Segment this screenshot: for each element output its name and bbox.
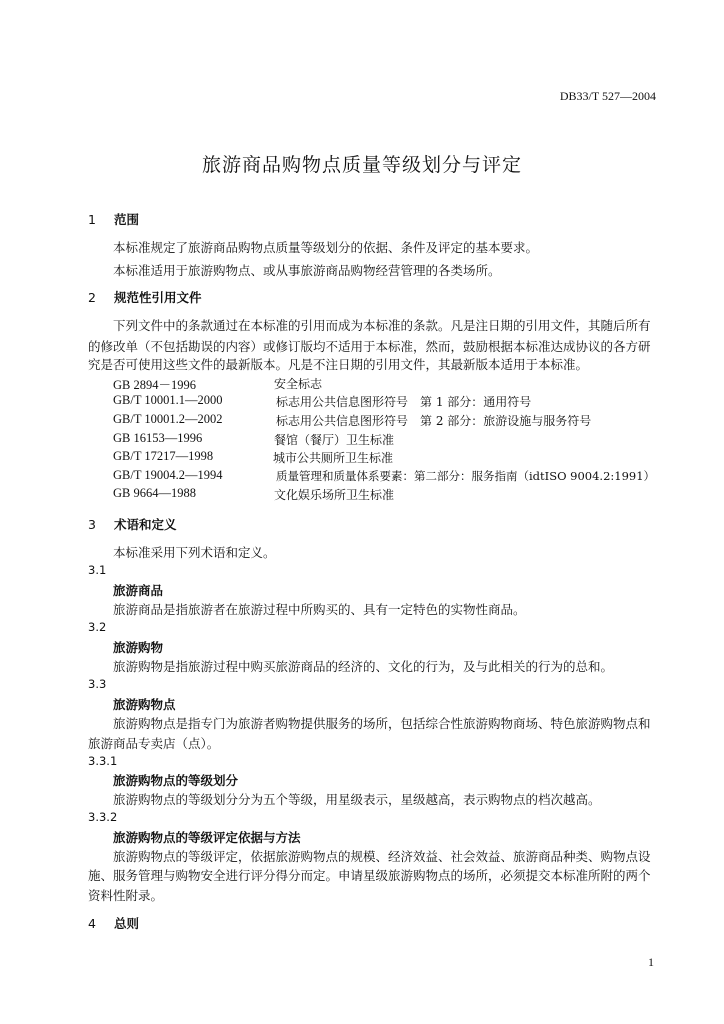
reference-code: GB 9664—1988 — [113, 486, 196, 500]
term-number: 3.2 — [88, 620, 107, 634]
paragraph-line: 的修改单（不包括勘误的内容）或修订版均不适用于本标准，然而，鼓励根据本标准达成协议的各方研 — [88, 339, 651, 354]
reference-code: GB 2894－1996 — [113, 378, 196, 392]
term-definition: 旅游商品专卖店（点）。 — [88, 736, 220, 751]
document-title: 旅游商品购物点质量等级划分与评定 — [201, 154, 522, 176]
term-definition: 旅游购物点的等级划分分为五个等级，用星级表示，星级越高，表示购物点的档次越高。 — [113, 792, 601, 807]
reference-name: 安全标志 — [274, 377, 323, 391]
paragraph-line: 下列文件中的条款通过在本标准的引用而成为本标准的条款。凡是注日期的引用文件，其随后所有 — [113, 318, 651, 333]
paragraph: 本标准采用下列术语和定义。 — [113, 545, 276, 560]
section-title: 总则 — [114, 916, 140, 931]
section-heading-general — [88, 914, 139, 932]
term-number: 3.3 — [88, 677, 107, 691]
reference-name: 标志用公共信息图形符号 第 1 部分：通用符号 — [276, 395, 532, 409]
term-definition: 旅游购物是指旅游过程中购买旅游商品的经济的、文化的行为，及与此相关的行为的总和。 — [113, 659, 614, 674]
term-name: 旅游购物点 — [113, 697, 176, 712]
term-definition: 旅游购物点是指专门为旅游者购物提供服务的场所，包括综合性旅游购物商场、特色旅游购物点和 — [113, 716, 651, 731]
paragraph: 本标准规定了旅游商品购物点质量等级划分的依据、条件及评定的基本要求。 — [113, 240, 539, 255]
reference-name: 餐馆（餐厅）卫生标准 — [274, 433, 395, 447]
reference-name: 文化娱乐场所卫生标准 — [274, 488, 395, 502]
reference-code: GB/T 10001.2—2002 — [113, 412, 223, 426]
section-number: 3 — [88, 517, 96, 532]
term-name: 旅游商品 — [113, 583, 164, 598]
section-number: 1 — [88, 212, 96, 227]
term-number: 3.1 — [88, 563, 107, 577]
section-number: 4 — [88, 916, 96, 931]
reference-code: GB/T 10001.1—2000 — [113, 393, 223, 407]
section-heading-normative — [88, 288, 202, 306]
section-heading-scope — [88, 210, 139, 228]
page-number: 1 — [648, 955, 654, 969]
paragraph: 本标准适用于旅游购物点、或从事旅游商品购物经营管理的各类场所。 — [113, 263, 501, 278]
section-title: 范围 — [114, 212, 140, 227]
term-definition: 旅游商品是指旅游者在旅游过程中所购买的、具有一定特色的实物性商品。 — [113, 602, 526, 617]
section-title: 术语和定义 — [114, 517, 177, 532]
term-number: 3.3.2 — [88, 810, 118, 824]
term-name: 旅游购物点的等级评定依据与方法 — [113, 830, 301, 845]
term-name: 旅游购物点的等级划分 — [113, 773, 239, 788]
reference-code: GB/T 17217—1998 — [113, 449, 214, 463]
reference-name: 质量管理和质量体系要素：第二部分：服务指南（idtISO 9004.2:1991） — [276, 469, 656, 483]
reference-code: GB 16153—1996 — [113, 431, 203, 445]
term-definition: 旅游购物点的等级评定，依据旅游购物点的规模、经济效益、社会效益、旅游商品种类、购物点设 — [113, 849, 651, 864]
section-title: 规范性引用文件 — [114, 290, 202, 305]
term-definition: 资料性附录。 — [88, 888, 164, 903]
reference-name: 标志用公共信息图形符号 第 2 部分：旅游设施与服务符号 — [276, 414, 592, 428]
reference-name: 城市公共厕所卫生标准 — [273, 451, 394, 465]
reference-code: GB/T 19004.2—1994 — [113, 468, 223, 482]
section-heading-terms — [88, 515, 177, 533]
paragraph-line: 究是否可使用这些文件的最新版本。凡是不注日期的引用文件，其最新版本适用于本标准。 — [88, 357, 589, 372]
section-number: 2 — [88, 290, 96, 305]
standard-code: DB33/T 527—2004 — [559, 89, 656, 103]
term-number: 3.3.1 — [88, 754, 118, 768]
term-name: 旅游购物 — [113, 640, 164, 655]
term-definition: 施、服务管理与购物安全进行评分得分而定。申请星级旅游购物点的场所，必须提交本标准所附的两个 — [88, 868, 651, 883]
